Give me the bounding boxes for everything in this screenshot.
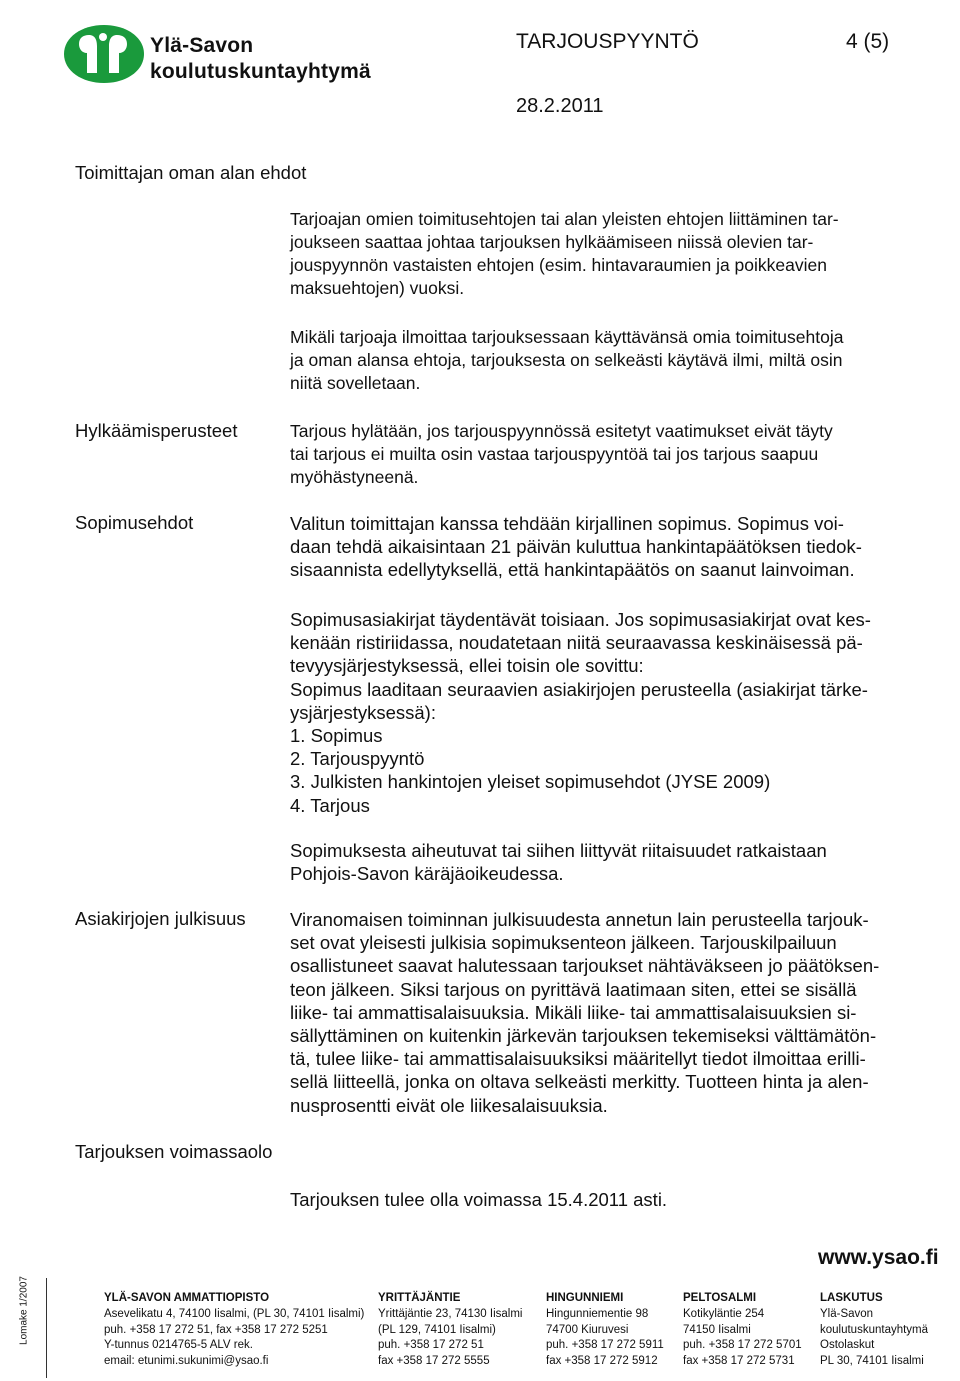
document-date: 28.2.2011 (516, 95, 604, 117)
footer-line: Ylä-Savon (820, 1307, 874, 1320)
footer-line: Yrittäjäntie 23, 74130 Iisalmi (378, 1307, 523, 1320)
page-number: 4 (5) (846, 30, 890, 53)
section-label-supplier-terms: Toimittajan oman alan ehdot (75, 162, 307, 183)
section-label-rejection-grounds: Hylkäämisperusteet (75, 420, 238, 441)
ysao-logo-icon (62, 23, 146, 85)
footer-heading: HINGUNNIEMI (546, 1292, 624, 1304)
footer-heading: YLÄ-SAVON AMMATTIOPISTO (104, 1292, 270, 1304)
footer-heading: LASKUTUS (820, 1292, 883, 1304)
footer-line: Ostolaskut (820, 1339, 875, 1352)
form-code: Lomake 1/2007 (18, 1276, 30, 1345)
footer-line: PL 30, 74101 Iisalmi (820, 1355, 924, 1368)
footer-line: 74150 Iisalmi (683, 1323, 751, 1336)
document-title: TARJOUSPYYNTÖ (516, 30, 699, 53)
footer-heading: YRITTÄJÄNTIE (378, 1292, 461, 1304)
footer-column-hingunniemi (546, 1291, 664, 1370)
footer-column-laskutus (820, 1291, 928, 1370)
contract-terms-paragraph-2: Sopimusasiakirjat täydentävät toisiaan. Jos sopimusasiakirjat ovat kes- kenään ristiriidassa, noudatetaan niitä seuraavassa keskinäisessä pä- tevyysjärjestyksessä, ellei toisin ole sovittu: Sopimus laaditaan seuraavien asiakirjojen perusteella (asiakirjat tärke- ysjärjestyksessä): 1. Sopimus 2. Tarjouspyyntö 3. Julkisten hankintojen yleiset sopimusehdot (JYSE 2009) 4. Tarjous (290, 609, 871, 816)
footer-line: fax +358 17 272 5912 (546, 1355, 658, 1368)
website-url: www.ysao.fi (818, 1246, 939, 1269)
offer-validity-paragraph: Tarjouksen tulee olla voimassa 15.4.2011 asti. (290, 1189, 668, 1210)
footer-column-ammattiopisto (104, 1291, 364, 1370)
footer-line: Y-tunnus 0214765-5 ALV rek. (104, 1339, 253, 1352)
logo-text-line1: Ylä-Savon (150, 34, 254, 57)
footer-line: Asevelikatu 4, 74100 Iisalmi, (PL 30, 74101 Iisalmi) (104, 1307, 365, 1320)
footer-side-rule (46, 1278, 47, 1378)
footer-line: 74700 Kiuruvesi (546, 1323, 629, 1336)
footer-email: email: etunimi.sukunimi@ysao.fi (104, 1355, 269, 1368)
footer-line: puh. +358 17 272 5701 (683, 1339, 802, 1352)
document-publicity-paragraph: Viranomaisen toiminnan julkisuudesta annetun lain perusteella tarjouk- set ovat yleisesti julkisia sopimuksenteon jälkeen. Tarjouskilpailuun osallistuneet saavat halutessaan tarjoukset nähtäväkseen jo päätöksen- teon jälkeen. Siksi tarjous on pyrittävä laatimaan siten, ettei se sisällä liike- tai ammattisalaisuuksia. Mikäli liike- tai ammattisalaisuuksien si- sällyttäminen on kuitenkin järkevän tarjouksen tekemiseksi välttämätön- tä, tulee liike- tai ammattisalaisuuksiksi määritellyt tiedot ilmoittaa erilli- sellä liitteellä, jonka on oltava selkeästi merkitty. Tuotteen hinta ja alen- nusprosentti eivät ole liikesalaisuuksia. (290, 909, 880, 1116)
footer-heading: PELTOSALMI (683, 1292, 757, 1304)
footer-line: Kotikyläntie 254 (683, 1307, 765, 1320)
footer-column-yrittajantie (378, 1291, 522, 1370)
footer-column-peltosalmi (683, 1291, 802, 1370)
contract-terms-paragraph-3: Sopimuksesta aiheutuvat tai siihen liittyvät riitaisuudet ratkaistaan Pohjois-Savon käräjäoikeudessa. (290, 840, 827, 885)
rejection-grounds-paragraph: Tarjous hylätään, jos tarjouspyynnössä esitetyt vaatimukset eivät täyty tai tarjous ei muilta osin vastaa tarjouspyyntöä tai jos tarjous saapuu myöhästyneenä. (290, 421, 833, 487)
section-label-contract-terms: Sopimusehdot (75, 512, 194, 533)
footer-line: fax +358 17 272 5731 (683, 1355, 795, 1368)
logo-text-line2: koulutuskuntayhtymä (150, 60, 371, 83)
supplier-terms-paragraph-2: Mikäli tarjoaja ilmoittaa tarjouksessaan käyttävänsä omia toimitusehtoja ja oman alansa ehtoja, tarjouksesta on selkeästi käytävä ilmi, miltä osin niitä sovelletaan. (290, 327, 844, 393)
footer-line: Hingunniementie 98 (546, 1307, 649, 1320)
footer-line: (PL 129, 74101 Iisalmi) (378, 1323, 496, 1336)
supplier-terms-paragraph-1: Tarjoajan omien toimitusehtojen tai alan yleisten ehtojen liittäminen tar- joukseen saattaa johtaa tarjouksen hylkäämiseen niissä olevien tar- jouspyynnön vastaisten ehtojen (esim. hintavaraumien ja poikkeavien maksuehtojen) vuoksi. (290, 209, 839, 298)
footer-line: puh. +358 17 272 51 (378, 1339, 484, 1352)
footer-line: puh. +358 17 272 5911 (546, 1339, 664, 1352)
footer-line: puh. +358 17 272 51, fax +358 17 272 5251 (104, 1323, 328, 1336)
section-label-offer-validity: Tarjouksen voimassaolo (75, 1141, 273, 1162)
footer-line: koulutuskuntayhtymä (820, 1323, 929, 1336)
footer-line: fax +358 17 272 5555 (378, 1355, 490, 1368)
contract-terms-paragraph-1: Valitun toimittajan kanssa tehdään kirjallinen sopimus. Sopimus voi- daan tehdä aikaisintaan 21 päivän kuluttua hankintapäätöksen tiedok- sisaannista edellytyksellä, että hankintapäätös on saanut lainvoiman. (290, 513, 862, 581)
section-label-document-publicity: Asiakirjojen julkisuus (75, 908, 246, 929)
